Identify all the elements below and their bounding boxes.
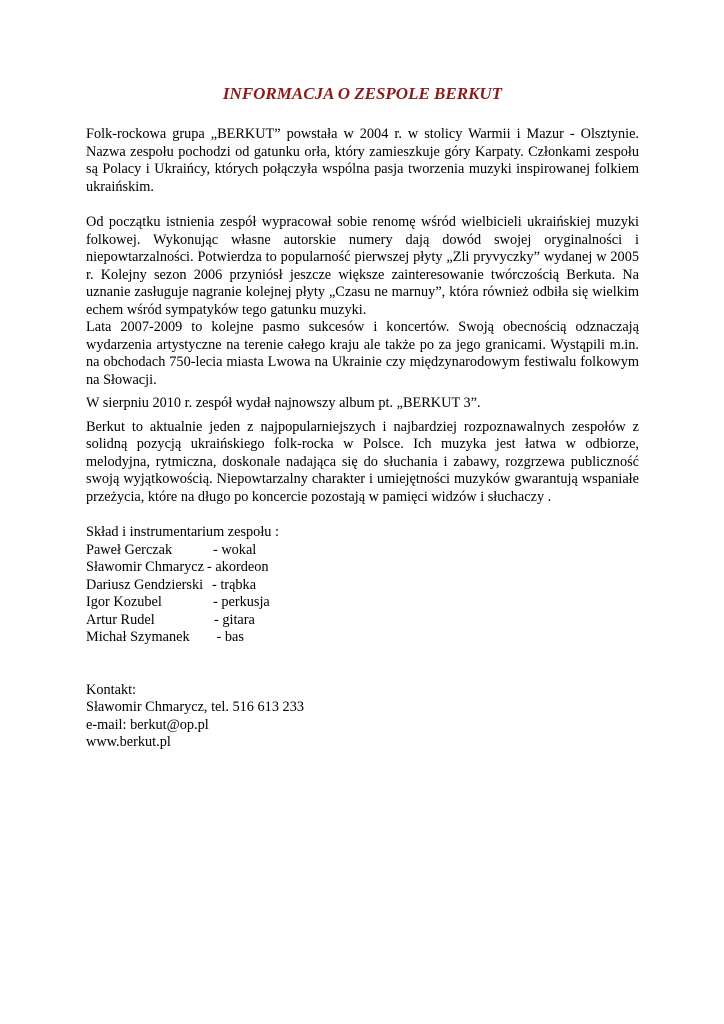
paragraph-text: W sierpniu 2010 r. zespół wydał najnowszy album pt. „BERKUT 3”. <box>86 395 481 412</box>
contact-heading: Kontakt: <box>86 681 137 698</box>
lineup-heading: Skład i instrumentarium zespołu : <box>86 524 279 541</box>
member-role: - akordeon <box>207 559 269 576</box>
member-name: Artur Rudel <box>86 611 155 628</box>
member-name: Michał Szymanek <box>86 629 190 646</box>
member-role: - gitara <box>214 611 255 628</box>
member-row <box>86 559 639 577</box>
contact-website: www.berkut.pl <box>86 734 171 751</box>
paragraph-text: Od początku istnienia zespół wypracował sobie renomę wśród wielbicieli ukraińskiej muzyki folkowej. Wykonując własne autorskie numery dają dowód swojej oryginalności i niepowtarzalności. Potwierdza to popularność pierwszej płyty „Zli pryvyczky” wydanej w 2005 r. Kolejny sezon 2006 przyniósł jeszcze większe zainteresowanie twórczością Berkuta. Na uznanie zasługuje nagranie kolejnej płyty „Czasu ne marnuy”, która również odbiła się wielkim echem wśród sympatyków tego gatunku muzyki. <box>86 214 639 318</box>
member-name: Sławomir Chmarycz <box>86 559 204 576</box>
paragraph-history <box>86 214 639 389</box>
member-row <box>86 577 639 595</box>
member-name: Dariusz Gendzierski <box>86 576 204 593</box>
member-role: - bas <box>213 629 244 646</box>
member-role: - wokal <box>213 541 257 558</box>
member-row <box>86 629 639 647</box>
member-row <box>86 612 639 630</box>
paragraph-text: Lata 2007-2009 to kolejne pasmo sukcesów i koncertów. Swoją obecnością odznaczają wydarzenia artystyczne na terenie całego kraju ale także po za jego granicami. Wystąpili m.in. na obchodach 750-lecia miasta Lwowa na Ukrainie czy międzynarodowym festiwalu folkowym na Słowacji. <box>86 319 639 388</box>
paragraph-text: Berkut to aktualnie jeden z najpopularniejszych i najbardziej rozpoznawalnych zespołów z solidną pozycją ukraińskiego folk-rocka w Polsce. Ich muzyka jest łatwa w odbiorze, melodyjna, rytmiczna, doskonale nadająca się do słuchania i zabawy, rozgrzewa publiczność swoją wyjątkowością. Niepowtarzalny charakter i umiejętności muzyków gwarantują wspaniałe przeżycia, które na długo po koncercie pozostają w pamięci widzów i słuchaczy . <box>86 418 639 505</box>
member-row <box>86 594 639 612</box>
paragraph-description <box>86 419 639 507</box>
paragraph-founding <box>86 126 639 196</box>
member-name: Igor Kozubel <box>86 594 162 611</box>
contact-section <box>86 682 639 752</box>
member-role: - trąbka <box>212 576 257 593</box>
member-role: - perkusja <box>213 594 270 611</box>
document-title: INFORMACJA O ZESPOLE BERKUT <box>222 84 503 103</box>
contact-email: e-mail: berkut@op.pl <box>86 716 209 733</box>
paragraph-text: Folk-rockowa grupa „BERKUT” powstała w 2004 r. w stolicy Warmii i Mazur - Olsztynie. Nazwa zespołu pochodzi od gatunku orła, który zamieszkuje góry Karpaty. Członkami zespołu są Polacy i Ukraińcy, których połączyła wspólna pasja tworzenia muzyki inspirowanej folkiem ukraińskim. <box>86 126 639 195</box>
member-row <box>86 542 639 560</box>
paragraph-album <box>86 395 639 413</box>
document-page <box>86 84 639 752</box>
lineup-section <box>86 524 639 647</box>
member-name: Paweł Gerczak <box>86 541 173 558</box>
contact-person: Sławomir Chmarycz, tel. 516 613 233 <box>86 699 304 716</box>
